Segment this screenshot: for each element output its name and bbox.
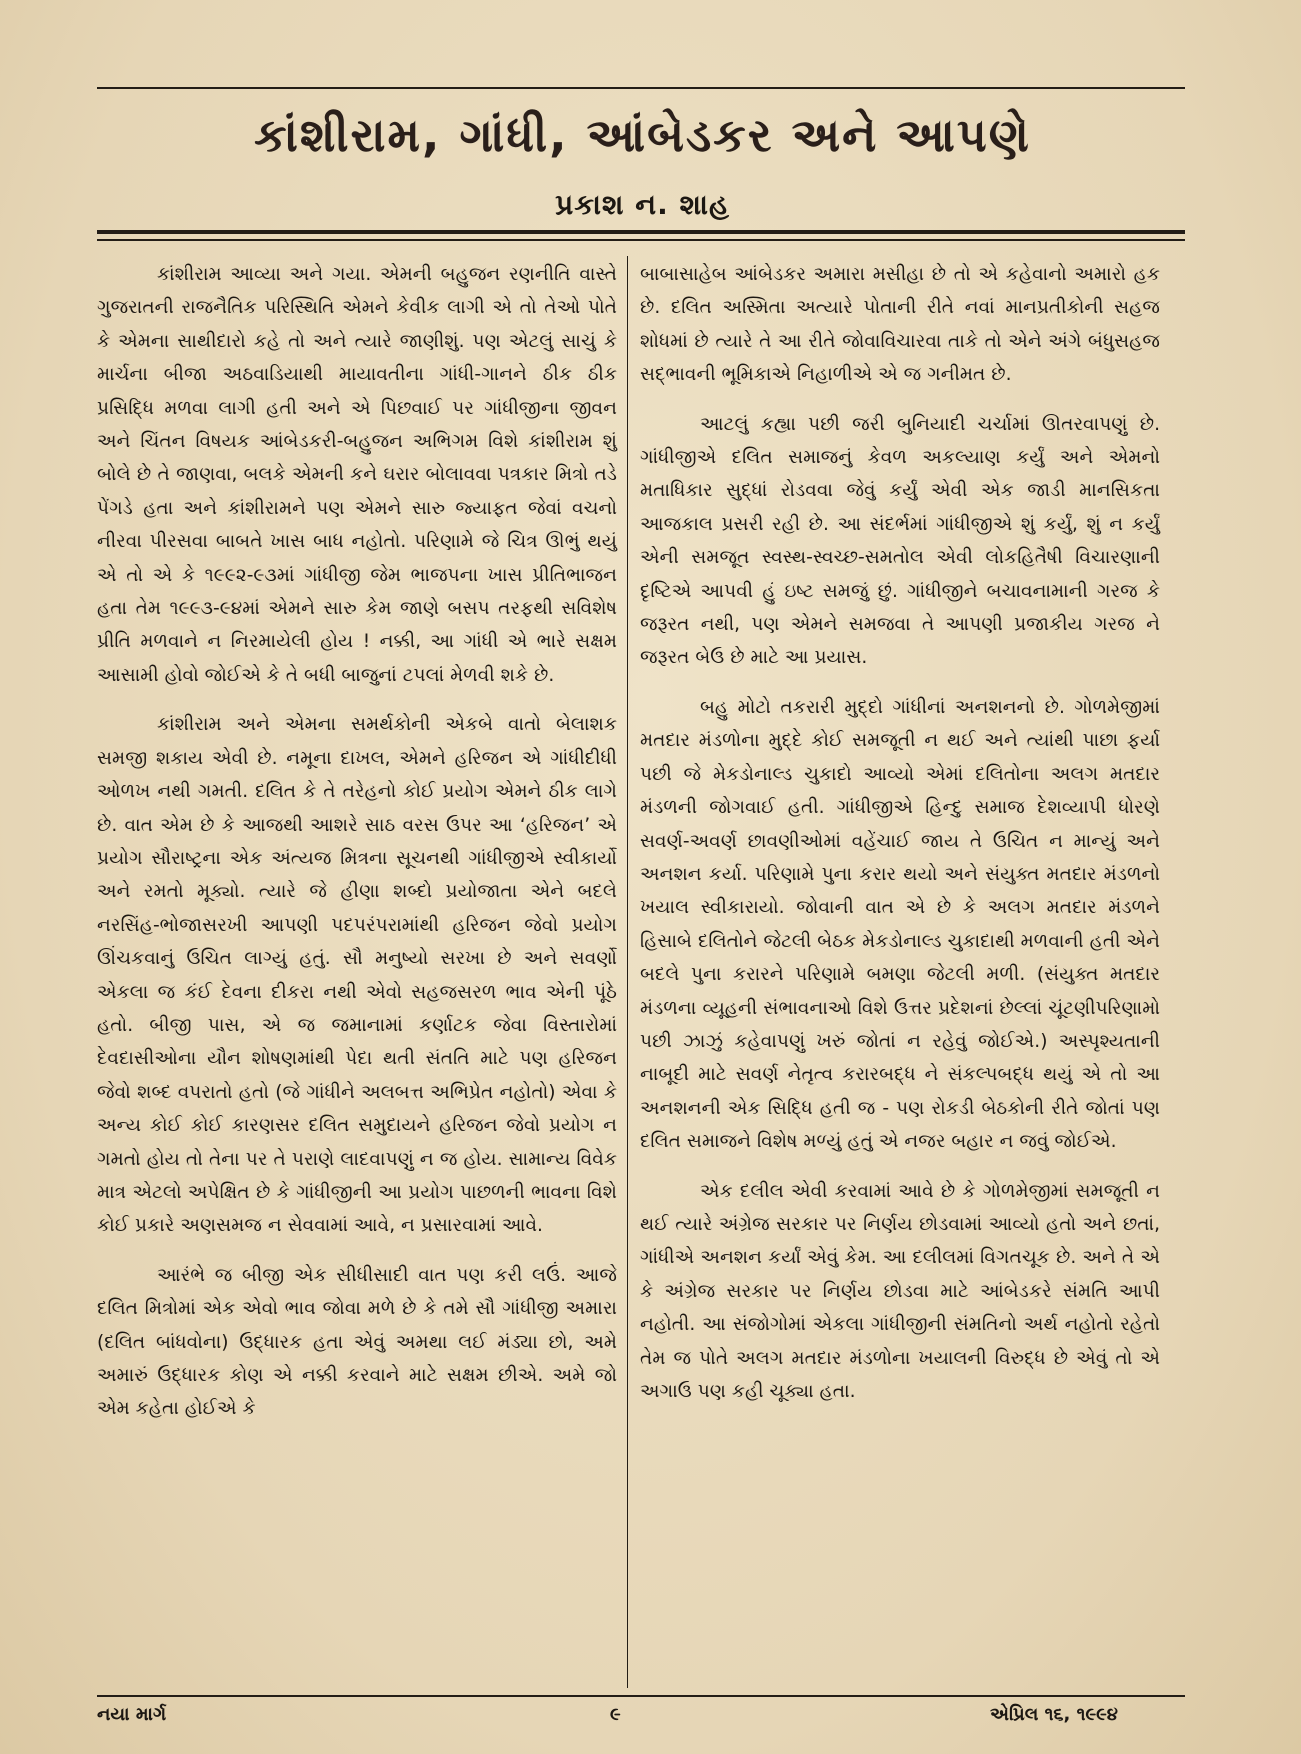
left-column (97, 258, 617, 1442)
header-rule-thin (97, 239, 1185, 241)
paragraph: એક દલીલ એવી કરવામાં આવે છે કે ગોળમેજીમાં સમજૂતી ન થઈ ત્યારે અંગ્રેજ સરકાર પર નિર્ણય છોડવામાં આવ્યો હતો અને છતાં, ગાંધીએ અનશન કર્યાં એવું કેમ. આ દલીલમાં વિગતચૂક છે. અને તે એ કે અંગ્રેજ સરકાર પર નિર્ણય છોડવા માટે આંબેડકરે સંમતિ આપી નહોતી. આ સંજોગોમાં એકલા ગાંધીજીની સંમતિનો અર્થ નહોતો રહેતો તેમ જ પોતે અલગ મતદાર મંડળોના ખયાલની વિરુદ્ધ છે એવું તો એ અગાઉ પણ કહી ચૂક્યા હતા. (640, 1180, 1160, 1402)
column-divider (627, 256, 628, 1688)
footer-date: એપ્રિલ ૧૬, ૧૯૯૪ (990, 1704, 1118, 1725)
footer-rule (97, 1695, 1185, 1697)
paragraph: બહુ મોટો તકરારી મુદ્દો ગાંધીનાં અનશનનો છે. ગોળમેજીમાં મતદાર મંડળોના મુદ્દે કોઈ સમજૂતી ન થઈ અને ત્યાંથી પાછા ફર્યા પછી જે મેકડોનાલ્ડ ચુકાદો આવ્યો એમાં દલિતોના અલગ મતદાર મંડળની જોગવાઈ હતી. ગાંધીજીએ હિન્દુ સમાજ દેશવ્યાપી ધોરણે સવર્ણ-અવર્ણ છાવણીઓમાં વહેંચાઈ જાય તે ઉચિત ન માન્યું અને અનશન કર્યા. પરિણામે પુના કરાર થયો અને સંયુક્ત મતદાર મંડળનો ખયાલ સ્વીકારાયો. જોવાની વાત એ છે કે અલગ મતદાર મંડળને હિસાબે દલિતોને જેટલી બેઠક મેકડોનાલ્ડ ચુકાદાથી મળવાની હતી એને બદલે પુના કરારને પરિણામે બમણા જેટલી મળી. (સંયુક્ત મતદાર મંડળના વ્યૂહની સંભાવનાઓ વિશે ઉત્તર પ્રદેશનાં છેલ્લાં ચૂંટણીપરિણામો પછી ઝાઝું કહેવાપણું ખરું જોતાં ન રહેવું જોઈએ.) અસ્પૃશ્યતાની નાબૂદી માટે સવર્ણ નેતૃત્વ કરારબદ્ધ ને સંકલ્પબદ્ધ થયું એ તો આ અનશનની એક સિદ્ધિ હતી જ - પણ રોકડી બેઠકોની રીતે જોતાં પણ દલિત સમાજને વિશેષ મળ્યું હતું એ નજર બહાર ન જવું જોઈએ. (640, 696, 1160, 1153)
article-author: પ્રકાશ ન. શાહ (555, 188, 730, 221)
paragraph: કાંશીરામ આવ્યા અને ગયા. એમની બહુજન રણનીતિ વાસ્તે ગુજરાતની રાજનૈતિક પરિસ્થિતિ એમને કેવીક લાગી એ તો તેઓ પોતે કે એમના સાથીદારો કહે તો અને ત્યારે જાણીશું. પણ એટલું સાચું કે માર્ચના બીજા અઠવાડિયાથી માયાવતીના ગાંધી-ગાનને ઠીક ઠીક પ્રસિદ્ધિ મળવા લાગી હતી અને એ પિછવાઈ પર ગાંધીજીના જીવન અને ચિંતન વિષયક આંબેડકરી-બહુજન અભિગમ વિશે કાંશીરામ શું બોલે છે તે જાણવા, બલકે એમની કને ઘરાર બોલાવવા પત્રકાર મિત્રો તડે પેંગડે હતા અને કાંશીરામને પણ એમને સારુ જ્યાફત જેવાં વચનો નીરવા પીરસવા બાબતે ખાસ બાધ નહોતો. પરિણામે જે ચિત્ર ઊભું થયું એ તો એ કે ૧૯૯૨-૯૩માં ગાંધીજી જેમ ભાજપના ખાસ પ્રીતિભાજન હતા તેમ ૧૯૯૩-૯૪માં એમને સારુ કેમ જાણે બસપ તરફથી સવિશેષ પ્રીતિ મળવાને ન નિરમાયેલી હોય ! નક્કી, આ ગાંધી એ ભારે સક્ષમ આસામી હોવો જોઈએ કે તે બધી બાજુનાં ટપલાં મેળવી શકે છે. (97, 264, 617, 686)
footer-page-number: ૯ (610, 1704, 621, 1725)
paragraph: આટલું કહ્યા પછી જરી બુનિયાદી ચર્ચામાં ઊતરવાપણું છે. ગાંધીજીએ દલિત સમાજનું કેવળ અકલ્યાણ કર્યું અને એમનો મતાધિકાર સુદ્ધાં રોડવવા જેવું કર્યું એવી એક જાડી માનસિકતા આજકાલ પ્રસરી રહી છે. આ સંદર્ભમાં ગાંધીજીએ શું કર્યું, શું ન કર્યું એની સમજૂત સ્વસ્થ-સ્વચ્છ-સમતોલ એવી લોકહિતૈષી વિચારણાની દૃષ્ટિએ આપવી હું ઇષ્ટ સમજું છું. ગાંધીજીને બચાવનામાની ગરજ કે જરૂરત નથી, પણ એમને સમજવા તે આપણી પ્રજાકીય ગરજ ને જરૂરત બેઉ છે માટે આ પ્રયાસ. (640, 413, 1160, 669)
paragraph: બાબાસાહેબ આંબેડકર અમારા મસીહા છે તો એ કહેવાનો અમારો હક છે. દલિત અસ્મિતા અત્યારે પોતાની રીતે નવાં માનપ્રતીકોની સહજ શોધમાં છે ત્યારે તે આ રીતે જોવાવિચારવા તાકે તો એને અંગે બંધુસહજ સદ્ભાવની ભૂમિકાએ નિહાળીએ એ જ ગનીમત છે. (640, 264, 1160, 386)
article-title: કાંશીરામ, ગાંધી, આંબેડકર અને આપણે (254, 108, 1031, 162)
right-column (640, 258, 1160, 1424)
header-rule-thick (97, 230, 1185, 234)
paragraph: કાંશીરામ અને એમના સમર્થકોની એકબે વાતો બેલાશક સમજી શકાય એવી છે. નમૂના દાખલ, એમને હરિજન એ ગાંધીદીધી ઓળખ નથી ગમતી. દલિત કે તે તરેહનો કોઈ પ્રયોગ એમને ઠીક લાગે છે. વાત એમ છે કે આજથી આશરે સાઠ વરસ ઉપર આ ‘હરિજન’ એ પ્રયોગ સૌરાષ્ટ્રના એક અંત્યજ મિત્રના સૂચનથી ગાંધીજીએ સ્વીકાર્યો અને રમતો મૂક્યો. ત્યારે જે હીણા શબ્દો પ્રયોજાતા એને બદલે નરસિંહ-ભોજાસરખી આપણી પદપરંપરામાંથી હરિજન જેવો પ્રયોગ ઊંચકવાનું ઉચિત લાગ્યું હતું. સૌ મનુષ્યો સરખા છે અને સવર્ણો એકલા જ કંઈ દેવના દીકરા નથી એવો સહજસરળ ભાવ એની પૂંઠે હતો. બીજી પાસ, એ જ જમાનામાં કર્ણાટક જેવા વિસ્તારોમાં દેવદાસીઓના યૌન શોષણમાંથી પેદા થતી સંતતિ માટે પણ હરિજન જેવો શબ્દ વપરાતો હતો (જે ગાંધીને અલબત્ત અભિપ્રેત નહોતો) એવા કે અન્ય કોઈ કોઈ કારણસર દલિત સમુદાયને હરિજન જેવો પ્રયોગ ન ગમતો હોય તો તેના પર તે પરાણે લાદવાપણું ન જ હોય. સામાન્ય વિવેક માત્ર એટલો અપેક્ષિત છે કે ગાંધીજીની આ પ્રયોગ પાછળની ભાવના વિશે કોઈ પ્રકારે અણસમજ ન સેવવામાં આવે, ન પ્રસારવામાં આવે. (97, 714, 617, 1237)
paragraph: આરંભે જ બીજી એક સીધીસાદી વાત પણ કરી લઉં. આજે દલિત મિત્રોમાં એક એવો ભાવ જોવા મળે છે કે તમે સૌ ગાંધીજી અમારા (દલિત બાંધવોના) ઉદ્ધારક હતા એવું અમથા લઈ મંડ્યા છો, અમે અમારું ઉદ્ધારક કોણ એ નક્કી કરવાને માટે સક્ષમ છીએ. અમે જો એમ કહેતા હોઈએ કે (97, 1264, 617, 1420)
top-rule (97, 87, 1185, 89)
footer-publication: નયા માર્ગ (97, 1704, 167, 1725)
